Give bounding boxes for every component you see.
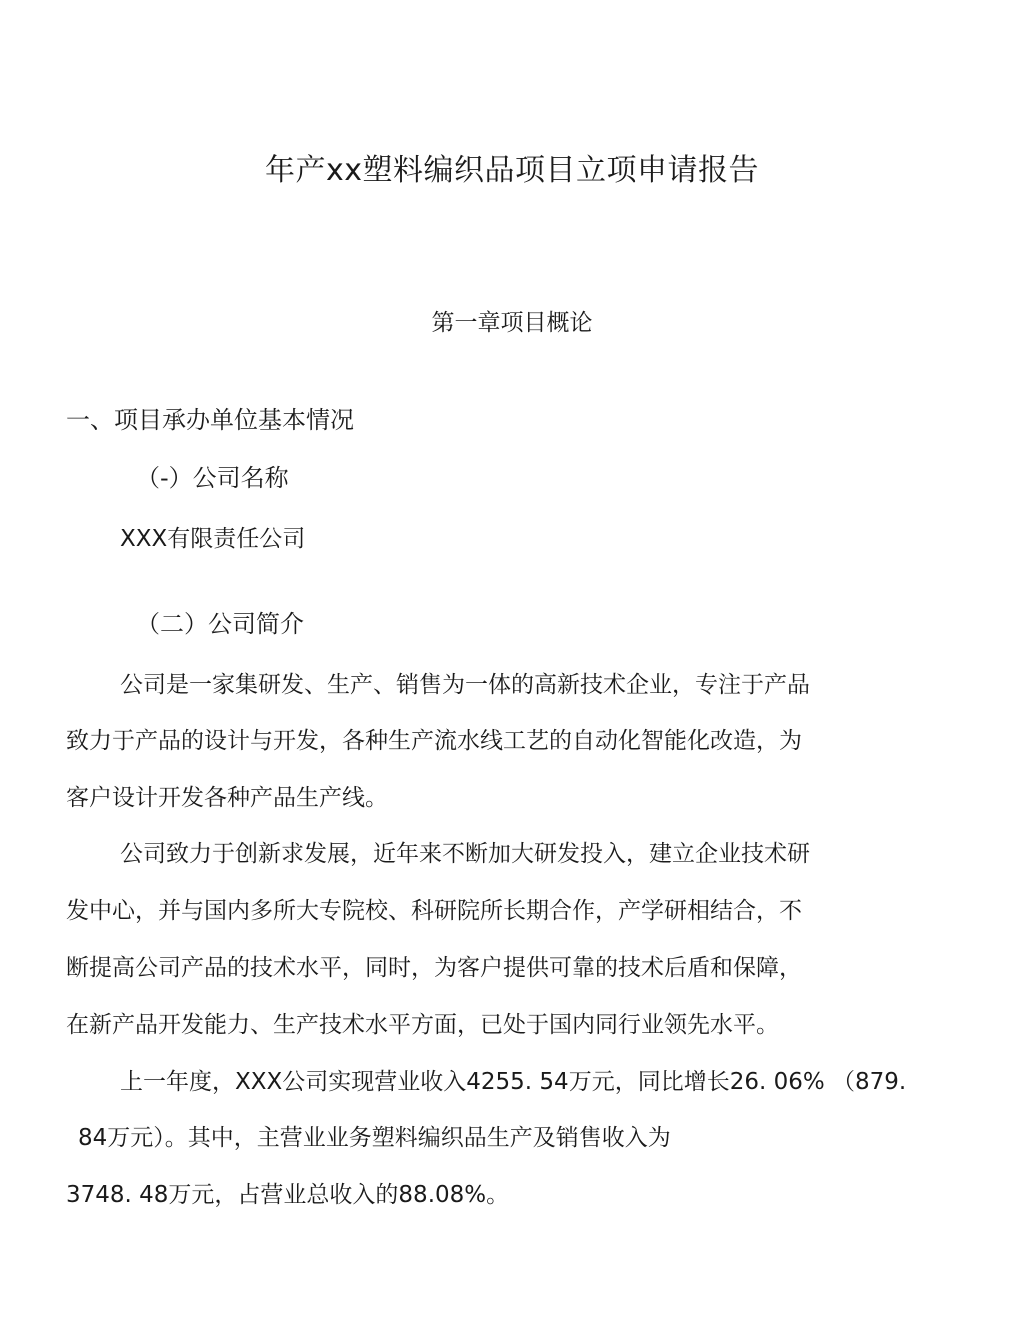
paragraph-2-line-3: 断提高公司产品的技术水平，同时，为客户提供可靠的技术后盾和保障，	[66, 955, 802, 981]
paragraph-2-line-2: 发中心，并与国内多所大专院校、科研院所长期合作，产学研相结合，不	[66, 898, 802, 924]
paragraph-3-line-2: 84万元）。其中，主营业业务塑料编织品生产及销售收入为	[78, 1125, 671, 1151]
company-intro-heading: （二）公司简介	[136, 610, 304, 638]
chapter-heading: 第一章项目概论	[431, 310, 593, 336]
paragraph-3-line-3: 3748. 48万元，占营业总收入的88.08%。	[66, 1182, 510, 1208]
paragraph-1-line-3: 客户设计开发各种产品生产线。	[66, 785, 388, 811]
paragraph-1-line-2: 致力于产品的设计与开发，各种生产流水线工艺的自动化智能化改造，为	[66, 728, 802, 754]
paragraph-2-line-1: 公司致力于创新求发展，近年来不断加大研发投入，建立企业技术研	[120, 841, 810, 867]
paragraph-1-line-1: 公司是一家集研发、生产、销售为一体的高新技术企业，专注于产品	[120, 672, 810, 698]
paragraph-3-line-1: 上一年度，XXX公司实现营业收入4255. 54万元，同比增长26. 06% （879.	[120, 1069, 907, 1095]
company-name: XXX有限责任公司	[120, 526, 306, 552]
document-title: 年产xx塑料编织品项目立项申请报告	[264, 153, 759, 188]
paragraph-2-line-4: 在新产品开发能力、生产技术水平方面，已处于国内同行业领先水平。	[66, 1012, 779, 1038]
section-heading: 一、项目承办单位基本情况	[66, 406, 354, 434]
company-name-heading: （-）公司名称	[136, 464, 289, 492]
